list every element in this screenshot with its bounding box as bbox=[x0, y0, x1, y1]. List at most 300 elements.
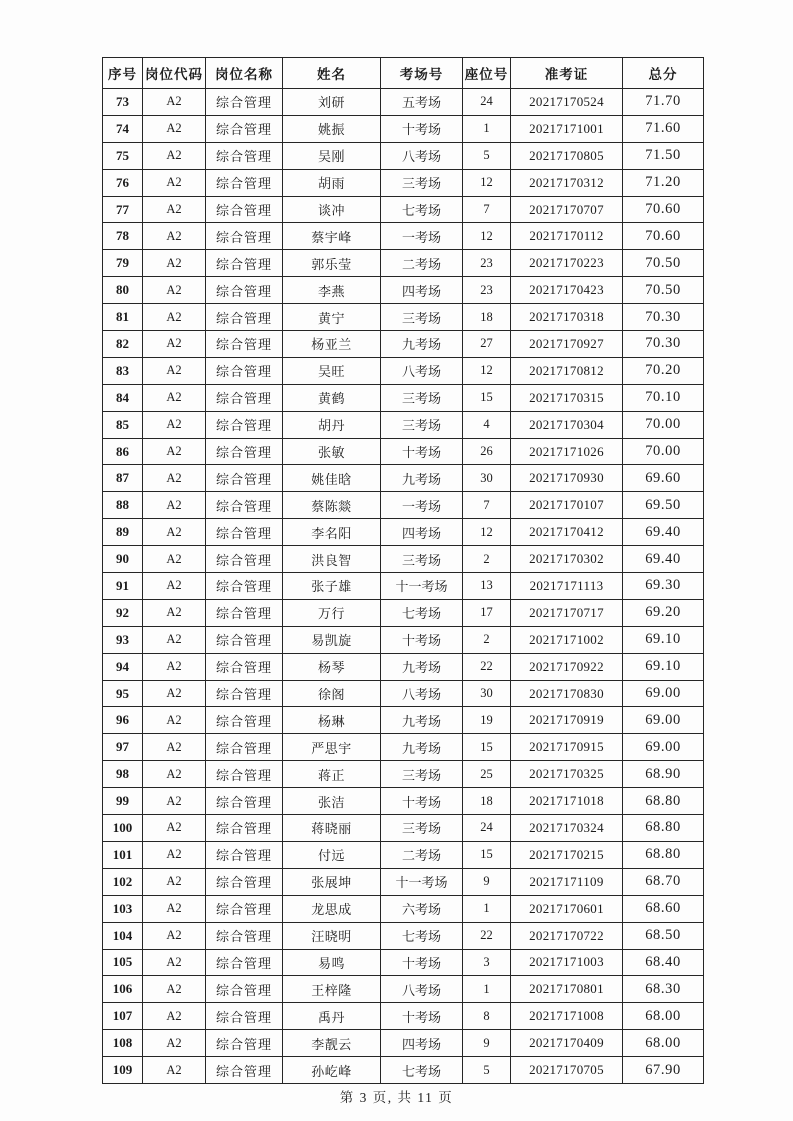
cell-exam-room: 十考场 bbox=[381, 949, 463, 976]
cell-total-score: 69.50 bbox=[623, 492, 704, 519]
cell-serial-number: 98 bbox=[103, 761, 143, 788]
cell-serial-number: 97 bbox=[103, 734, 143, 761]
cell-job-code: A2 bbox=[143, 573, 206, 600]
cell-name: 付远 bbox=[283, 841, 381, 868]
cell-exam-room: 七考场 bbox=[381, 196, 463, 223]
cell-ticket-number: 20217170325 bbox=[511, 761, 623, 788]
cell-serial-number: 77 bbox=[103, 196, 143, 223]
cell-exam-room: 四考场 bbox=[381, 519, 463, 546]
cell-serial-number: 85 bbox=[103, 411, 143, 438]
cell-name: 徐阁 bbox=[283, 680, 381, 707]
cell-job-name: 综合管理 bbox=[206, 304, 283, 331]
cell-job-name: 综合管理 bbox=[206, 357, 283, 384]
cell-name: 张展坤 bbox=[283, 868, 381, 895]
cell-name: 易凯旋 bbox=[283, 626, 381, 653]
cell-total-score: 71.20 bbox=[623, 169, 704, 196]
cell-job-name: 综合管理 bbox=[206, 384, 283, 411]
cell-serial-number: 80 bbox=[103, 277, 143, 304]
cell-ticket-number: 20217170805 bbox=[511, 142, 623, 169]
cell-serial-number: 99 bbox=[103, 788, 143, 815]
table-row bbox=[103, 734, 704, 761]
cell-serial-number: 89 bbox=[103, 519, 143, 546]
cell-name: 孙屹峰 bbox=[283, 1057, 381, 1084]
cell-job-code: A2 bbox=[143, 438, 206, 465]
cell-serial-number: 82 bbox=[103, 331, 143, 358]
cell-name: 吴刚 bbox=[283, 142, 381, 169]
cell-name: 杨琴 bbox=[283, 653, 381, 680]
cell-job-name: 综合管理 bbox=[206, 653, 283, 680]
cell-name: 王梓隆 bbox=[283, 976, 381, 1003]
table-row bbox=[103, 546, 704, 573]
column-header-exam-room: 考场号 bbox=[381, 58, 463, 89]
cell-name: 谈冲 bbox=[283, 196, 381, 223]
cell-job-name: 综合管理 bbox=[206, 761, 283, 788]
cell-job-code: A2 bbox=[143, 357, 206, 384]
cell-name: 杨琳 bbox=[283, 707, 381, 734]
cell-ticket-number: 20217170930 bbox=[511, 465, 623, 492]
cell-job-name: 综合管理 bbox=[206, 142, 283, 169]
cell-seat-number: 12 bbox=[463, 519, 511, 546]
cell-name: 姚振 bbox=[283, 115, 381, 142]
cell-name: 胡雨 bbox=[283, 169, 381, 196]
cell-serial-number: 102 bbox=[103, 868, 143, 895]
cell-ticket-number: 20217171026 bbox=[511, 438, 623, 465]
cell-serial-number: 93 bbox=[103, 626, 143, 653]
cell-seat-number: 17 bbox=[463, 599, 511, 626]
cell-exam-room: 三考场 bbox=[381, 384, 463, 411]
cell-job-name: 综合管理 bbox=[206, 465, 283, 492]
cell-serial-number: 100 bbox=[103, 815, 143, 842]
cell-job-name: 综合管理 bbox=[206, 841, 283, 868]
cell-seat-number: 2 bbox=[463, 546, 511, 573]
table-row bbox=[103, 1003, 704, 1030]
cell-serial-number: 107 bbox=[103, 1003, 143, 1030]
cell-ticket-number: 20217170601 bbox=[511, 895, 623, 922]
cell-total-score: 69.10 bbox=[623, 626, 704, 653]
cell-job-code: A2 bbox=[143, 384, 206, 411]
table-row bbox=[103, 788, 704, 815]
cell-exam-room: 七考场 bbox=[381, 922, 463, 949]
cell-total-score: 70.00 bbox=[623, 438, 704, 465]
table-row bbox=[103, 868, 704, 895]
cell-job-code: A2 bbox=[143, 411, 206, 438]
cell-job-code: A2 bbox=[143, 868, 206, 895]
cell-ticket-number: 20217170915 bbox=[511, 734, 623, 761]
cell-serial-number: 78 bbox=[103, 223, 143, 250]
cell-exam-room: 八考场 bbox=[381, 976, 463, 1003]
cell-job-name: 综合管理 bbox=[206, 331, 283, 358]
cell-total-score: 71.70 bbox=[623, 89, 704, 116]
cell-job-code: A2 bbox=[143, 331, 206, 358]
cell-serial-number: 108 bbox=[103, 1030, 143, 1057]
cell-name: 李燕 bbox=[283, 277, 381, 304]
cell-name: 蔡陈燚 bbox=[283, 492, 381, 519]
table-row bbox=[103, 976, 704, 1003]
cell-job-code: A2 bbox=[143, 1030, 206, 1057]
cell-job-code: A2 bbox=[143, 250, 206, 277]
cell-exam-room: 二考场 bbox=[381, 250, 463, 277]
cell-exam-room: 三考场 bbox=[381, 169, 463, 196]
cell-ticket-number: 20217170524 bbox=[511, 89, 623, 116]
table-row bbox=[103, 142, 704, 169]
cell-ticket-number: 20217170801 bbox=[511, 976, 623, 1003]
cell-name: 蔡宇峰 bbox=[283, 223, 381, 250]
cell-exam-room: 三考场 bbox=[381, 815, 463, 842]
cell-serial-number: 76 bbox=[103, 169, 143, 196]
cell-job-name: 综合管理 bbox=[206, 922, 283, 949]
table-row bbox=[103, 519, 704, 546]
cell-seat-number: 24 bbox=[463, 89, 511, 116]
cell-name: 姚佳晗 bbox=[283, 465, 381, 492]
cell-job-code: A2 bbox=[143, 89, 206, 116]
cell-job-name: 综合管理 bbox=[206, 438, 283, 465]
cell-job-code: A2 bbox=[143, 519, 206, 546]
cell-job-code: A2 bbox=[143, 277, 206, 304]
cell-total-score: 69.60 bbox=[623, 465, 704, 492]
cell-ticket-number: 20217170412 bbox=[511, 519, 623, 546]
cell-serial-number: 96 bbox=[103, 707, 143, 734]
cell-name: 吴旺 bbox=[283, 357, 381, 384]
cell-total-score: 68.80 bbox=[623, 788, 704, 815]
cell-job-name: 综合管理 bbox=[206, 411, 283, 438]
table-row bbox=[103, 89, 704, 116]
cell-ticket-number: 20217170717 bbox=[511, 599, 623, 626]
cell-seat-number: 22 bbox=[463, 653, 511, 680]
cell-ticket-number: 20217170324 bbox=[511, 815, 623, 842]
cell-total-score: 70.30 bbox=[623, 304, 704, 331]
cell-name: 黄鹤 bbox=[283, 384, 381, 411]
cell-total-score: 70.00 bbox=[623, 411, 704, 438]
cell-name: 李靓云 bbox=[283, 1030, 381, 1057]
cell-total-score: 68.30 bbox=[623, 976, 704, 1003]
table-row bbox=[103, 922, 704, 949]
cell-job-code: A2 bbox=[143, 599, 206, 626]
cell-name: 胡丹 bbox=[283, 411, 381, 438]
column-header-job-name: 岗位名称 bbox=[206, 58, 283, 89]
cell-seat-number: 24 bbox=[463, 815, 511, 842]
cell-total-score: 70.10 bbox=[623, 384, 704, 411]
cell-seat-number: 30 bbox=[463, 680, 511, 707]
cell-job-code: A2 bbox=[143, 115, 206, 142]
cell-job-code: A2 bbox=[143, 734, 206, 761]
cell-serial-number: 73 bbox=[103, 89, 143, 116]
cell-job-name: 综合管理 bbox=[206, 707, 283, 734]
cell-job-code: A2 bbox=[143, 546, 206, 573]
cell-ticket-number: 20217170318 bbox=[511, 304, 623, 331]
column-header-job-code: 岗位代码 bbox=[143, 58, 206, 89]
table-row bbox=[103, 357, 704, 384]
table-row bbox=[103, 492, 704, 519]
cell-job-code: A2 bbox=[143, 949, 206, 976]
cell-ticket-number: 20217171109 bbox=[511, 868, 623, 895]
cell-exam-room: 十考场 bbox=[381, 115, 463, 142]
cell-ticket-number: 20217170312 bbox=[511, 169, 623, 196]
column-header-serial-number: 序号 bbox=[103, 58, 143, 89]
cell-exam-room: 十一考场 bbox=[381, 573, 463, 600]
cell-exam-room: 九考场 bbox=[381, 465, 463, 492]
cell-job-name: 综合管理 bbox=[206, 626, 283, 653]
cell-total-score: 68.80 bbox=[623, 841, 704, 868]
cell-job-name: 综合管理 bbox=[206, 1003, 283, 1030]
cell-job-code: A2 bbox=[143, 922, 206, 949]
cell-exam-room: 十考场 bbox=[381, 1003, 463, 1030]
cell-ticket-number: 20217170812 bbox=[511, 357, 623, 384]
cell-total-score: 70.30 bbox=[623, 331, 704, 358]
cell-serial-number: 87 bbox=[103, 465, 143, 492]
cell-seat-number: 27 bbox=[463, 331, 511, 358]
cell-seat-number: 12 bbox=[463, 357, 511, 384]
cell-serial-number: 81 bbox=[103, 304, 143, 331]
cell-job-code: A2 bbox=[143, 841, 206, 868]
cell-seat-number: 18 bbox=[463, 304, 511, 331]
cell-seat-number: 9 bbox=[463, 868, 511, 895]
cell-seat-number: 19 bbox=[463, 707, 511, 734]
cell-name: 蒋正 bbox=[283, 761, 381, 788]
cell-job-name: 综合管理 bbox=[206, 573, 283, 600]
table-row bbox=[103, 250, 704, 277]
cell-exam-room: 二考场 bbox=[381, 841, 463, 868]
cell-total-score: 69.00 bbox=[623, 707, 704, 734]
cell-exam-room: 七考场 bbox=[381, 1057, 463, 1084]
cell-total-score: 69.10 bbox=[623, 653, 704, 680]
table-row bbox=[103, 761, 704, 788]
column-header-name: 姓名 bbox=[283, 58, 381, 89]
cell-job-name: 综合管理 bbox=[206, 250, 283, 277]
cell-total-score: 70.50 bbox=[623, 277, 704, 304]
cell-ticket-number: 20217170302 bbox=[511, 546, 623, 573]
cell-seat-number: 4 bbox=[463, 411, 511, 438]
cell-serial-number: 109 bbox=[103, 1057, 143, 1084]
cell-job-code: A2 bbox=[143, 465, 206, 492]
cell-seat-number: 3 bbox=[463, 949, 511, 976]
cell-ticket-number: 20217170705 bbox=[511, 1057, 623, 1084]
cell-job-code: A2 bbox=[143, 626, 206, 653]
cell-ticket-number: 20217171008 bbox=[511, 1003, 623, 1030]
cell-seat-number: 23 bbox=[463, 277, 511, 304]
table-row bbox=[103, 573, 704, 600]
cell-total-score: 70.20 bbox=[623, 357, 704, 384]
cell-total-score: 69.20 bbox=[623, 599, 704, 626]
cell-exam-room: 七考场 bbox=[381, 599, 463, 626]
cell-name: 杨亚兰 bbox=[283, 331, 381, 358]
cell-job-name: 综合管理 bbox=[206, 895, 283, 922]
cell-ticket-number: 20217170707 bbox=[511, 196, 623, 223]
cell-total-score: 71.60 bbox=[623, 115, 704, 142]
cell-name: 万行 bbox=[283, 599, 381, 626]
cell-seat-number: 25 bbox=[463, 761, 511, 788]
cell-job-code: A2 bbox=[143, 788, 206, 815]
cell-serial-number: 74 bbox=[103, 115, 143, 142]
cell-name: 易鸣 bbox=[283, 949, 381, 976]
cell-job-name: 综合管理 bbox=[206, 519, 283, 546]
cell-name: 汪晓明 bbox=[283, 922, 381, 949]
cell-seat-number: 22 bbox=[463, 922, 511, 949]
cell-total-score: 67.90 bbox=[623, 1057, 704, 1084]
cell-exam-room: 一考场 bbox=[381, 223, 463, 250]
cell-name: 禹丹 bbox=[283, 1003, 381, 1030]
cell-exam-room: 一考场 bbox=[381, 492, 463, 519]
cell-job-name: 综合管理 bbox=[206, 680, 283, 707]
cell-serial-number: 106 bbox=[103, 976, 143, 1003]
cell-seat-number: 15 bbox=[463, 384, 511, 411]
cell-serial-number: 101 bbox=[103, 841, 143, 868]
cell-total-score: 70.60 bbox=[623, 196, 704, 223]
cell-ticket-number: 20217171113 bbox=[511, 573, 623, 600]
cell-ticket-number: 20217171001 bbox=[511, 115, 623, 142]
cell-ticket-number: 20217170722 bbox=[511, 922, 623, 949]
cell-name: 黄宁 bbox=[283, 304, 381, 331]
cell-exam-room: 十考场 bbox=[381, 788, 463, 815]
cell-total-score: 68.90 bbox=[623, 761, 704, 788]
cell-exam-room: 三考场 bbox=[381, 546, 463, 573]
cell-serial-number: 95 bbox=[103, 680, 143, 707]
cell-ticket-number: 20217171003 bbox=[511, 949, 623, 976]
cell-seat-number: 8 bbox=[463, 1003, 511, 1030]
cell-ticket-number: 20217170423 bbox=[511, 277, 623, 304]
cell-job-code: A2 bbox=[143, 976, 206, 1003]
table-row bbox=[103, 1057, 704, 1084]
cell-seat-number: 18 bbox=[463, 788, 511, 815]
cell-serial-number: 90 bbox=[103, 546, 143, 573]
cell-job-name: 综合管理 bbox=[206, 277, 283, 304]
cell-job-code: A2 bbox=[143, 196, 206, 223]
cell-ticket-number: 20217170927 bbox=[511, 331, 623, 358]
cell-exam-room: 九考场 bbox=[381, 331, 463, 358]
cell-job-name: 综合管理 bbox=[206, 546, 283, 573]
cell-exam-room: 九考场 bbox=[381, 734, 463, 761]
table-row bbox=[103, 626, 704, 653]
cell-seat-number: 7 bbox=[463, 196, 511, 223]
cell-ticket-number: 20217170922 bbox=[511, 653, 623, 680]
cell-ticket-number: 20217170304 bbox=[511, 411, 623, 438]
cell-ticket-number: 20217170409 bbox=[511, 1030, 623, 1057]
cell-total-score: 70.60 bbox=[623, 223, 704, 250]
cell-job-code: A2 bbox=[143, 895, 206, 922]
table-row bbox=[103, 599, 704, 626]
cell-seat-number: 1 bbox=[463, 976, 511, 1003]
cell-exam-room: 八考场 bbox=[381, 142, 463, 169]
table-row bbox=[103, 653, 704, 680]
table-row bbox=[103, 169, 704, 196]
cell-exam-room: 三考场 bbox=[381, 411, 463, 438]
cell-serial-number: 83 bbox=[103, 357, 143, 384]
cell-job-code: A2 bbox=[143, 169, 206, 196]
cell-exam-room: 三考场 bbox=[381, 304, 463, 331]
cell-name: 严思宇 bbox=[283, 734, 381, 761]
cell-job-name: 综合管理 bbox=[206, 949, 283, 976]
cell-total-score: 68.40 bbox=[623, 949, 704, 976]
cell-seat-number: 30 bbox=[463, 465, 511, 492]
cell-serial-number: 75 bbox=[103, 142, 143, 169]
cell-job-name: 综合管理 bbox=[206, 115, 283, 142]
cell-job-code: A2 bbox=[143, 815, 206, 842]
cell-seat-number: 5 bbox=[463, 1057, 511, 1084]
cell-job-code: A2 bbox=[143, 142, 206, 169]
cell-ticket-number: 20217170107 bbox=[511, 492, 623, 519]
table-row bbox=[103, 438, 704, 465]
cell-serial-number: 103 bbox=[103, 895, 143, 922]
cell-job-code: A2 bbox=[143, 680, 206, 707]
cell-job-name: 综合管理 bbox=[206, 492, 283, 519]
cell-total-score: 68.00 bbox=[623, 1030, 704, 1057]
cell-exam-room: 九考场 bbox=[381, 653, 463, 680]
cell-total-score: 68.60 bbox=[623, 895, 704, 922]
cell-ticket-number: 20217170830 bbox=[511, 680, 623, 707]
cell-job-code: A2 bbox=[143, 1057, 206, 1084]
cell-ticket-number: 20217170215 bbox=[511, 841, 623, 868]
cell-job-name: 综合管理 bbox=[206, 599, 283, 626]
cell-total-score: 69.30 bbox=[623, 573, 704, 600]
cell-job-name: 综合管理 bbox=[206, 734, 283, 761]
cell-exam-room: 八考场 bbox=[381, 357, 463, 384]
table-row bbox=[103, 304, 704, 331]
cell-ticket-number: 20217171002 bbox=[511, 626, 623, 653]
cell-seat-number: 23 bbox=[463, 250, 511, 277]
table-row bbox=[103, 196, 704, 223]
cell-name: 洪良智 bbox=[283, 546, 381, 573]
cell-job-name: 综合管理 bbox=[206, 868, 283, 895]
cell-total-score: 68.00 bbox=[623, 1003, 704, 1030]
cell-name: 张敏 bbox=[283, 438, 381, 465]
cell-seat-number: 7 bbox=[463, 492, 511, 519]
table-row bbox=[103, 277, 704, 304]
cell-job-code: A2 bbox=[143, 223, 206, 250]
cell-name: 龙思成 bbox=[283, 895, 381, 922]
cell-ticket-number: 20217170223 bbox=[511, 250, 623, 277]
table-row bbox=[103, 895, 704, 922]
cell-name: 刘研 bbox=[283, 89, 381, 116]
cell-exam-room: 四考场 bbox=[381, 1030, 463, 1057]
table-row bbox=[103, 841, 704, 868]
table-row bbox=[103, 949, 704, 976]
cell-total-score: 68.50 bbox=[623, 922, 704, 949]
cell-serial-number: 88 bbox=[103, 492, 143, 519]
cell-serial-number: 94 bbox=[103, 653, 143, 680]
column-header-seat-number: 座位号 bbox=[463, 58, 511, 89]
table-row bbox=[103, 331, 704, 358]
cell-name: 张子雄 bbox=[283, 573, 381, 600]
cell-exam-room: 九考场 bbox=[381, 707, 463, 734]
cell-name: 李名阳 bbox=[283, 519, 381, 546]
cell-total-score: 70.50 bbox=[623, 250, 704, 277]
cell-serial-number: 105 bbox=[103, 949, 143, 976]
cell-seat-number: 15 bbox=[463, 734, 511, 761]
cell-name: 张洁 bbox=[283, 788, 381, 815]
cell-total-score: 71.50 bbox=[623, 142, 704, 169]
cell-serial-number: 84 bbox=[103, 384, 143, 411]
cell-seat-number: 13 bbox=[463, 573, 511, 600]
column-header-total-score: 总分 bbox=[623, 58, 704, 89]
table-row bbox=[103, 707, 704, 734]
cell-serial-number: 86 bbox=[103, 438, 143, 465]
cell-seat-number: 15 bbox=[463, 841, 511, 868]
table-row bbox=[103, 384, 704, 411]
cell-exam-room: 十考场 bbox=[381, 438, 463, 465]
table-row bbox=[103, 115, 704, 142]
cell-job-name: 综合管理 bbox=[206, 89, 283, 116]
table-row bbox=[103, 680, 704, 707]
exam-score-table bbox=[102, 57, 704, 1084]
column-header-ticket-number: 准考证 bbox=[511, 58, 623, 89]
cell-exam-room: 八考场 bbox=[381, 680, 463, 707]
cell-exam-room: 十考场 bbox=[381, 626, 463, 653]
cell-job-name: 综合管理 bbox=[206, 169, 283, 196]
cell-job-name: 综合管理 bbox=[206, 1057, 283, 1084]
cell-exam-room: 三考场 bbox=[381, 761, 463, 788]
cell-total-score: 68.80 bbox=[623, 815, 704, 842]
cell-name: 蒋晓丽 bbox=[283, 815, 381, 842]
cell-exam-room: 五考场 bbox=[381, 89, 463, 116]
